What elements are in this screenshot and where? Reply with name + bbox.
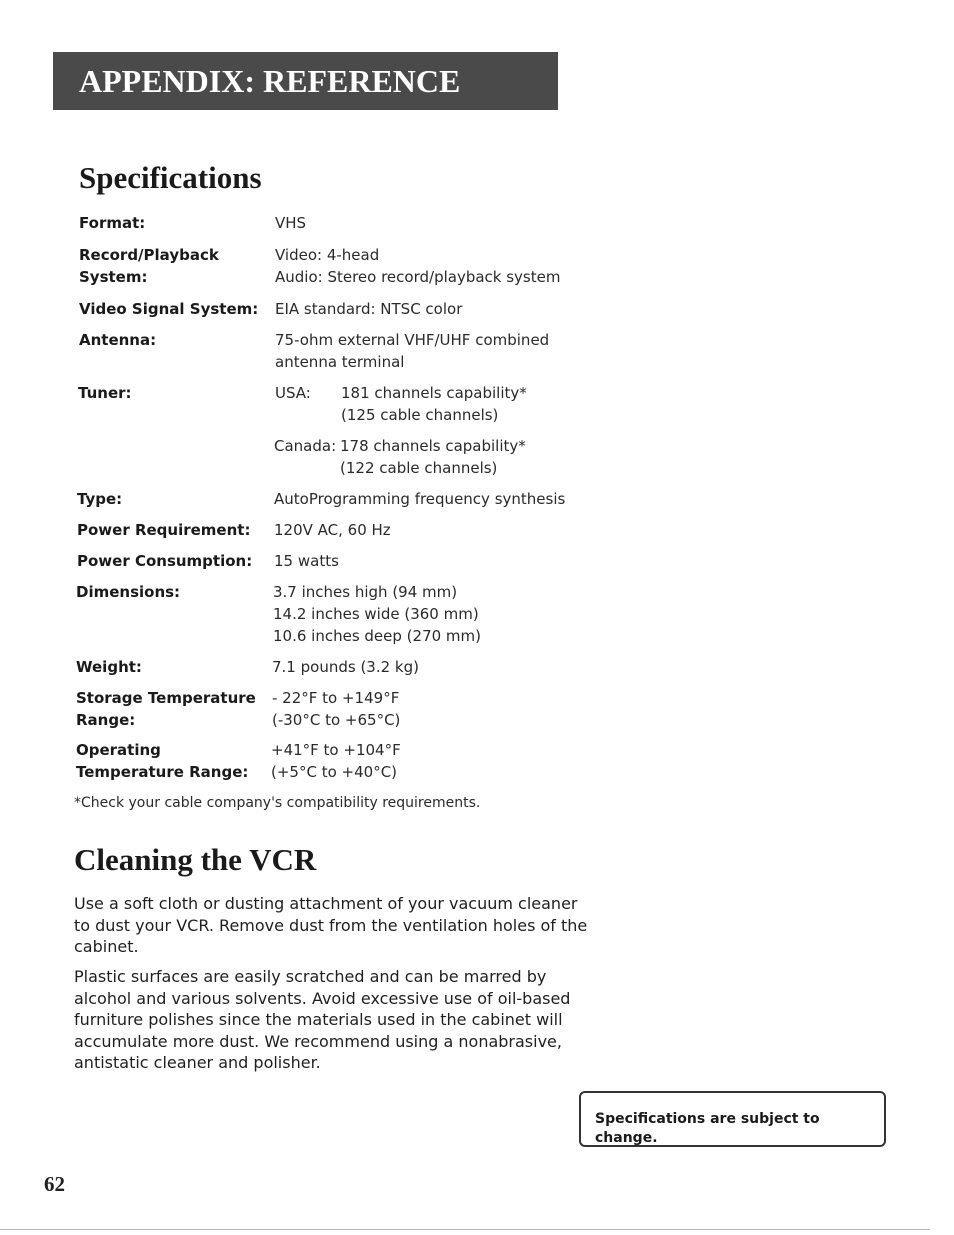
spec-value-line: (+5°C to +40°C) [271, 763, 398, 781]
spec-label-format: Format: [79, 214, 146, 232]
spec-label-record-playback: Record/Playback System: [79, 246, 219, 286]
spec-value-dimensions [273, 581, 481, 647]
spec-value-line: 75-ohm external VHF/UHF combined [275, 331, 550, 349]
tuner-canada-key: Canada: [274, 437, 337, 455]
spec-value-antenna [275, 329, 549, 373]
spec-value-line: AutoProgramming frequency synthesis [274, 490, 566, 508]
spec-value-line: 10.6 inches deep (270 mm) [273, 627, 482, 645]
spec-value-line: 120V AC, 60 Hz [274, 521, 391, 539]
spec-value-line: 178 channels capability* [340, 437, 526, 455]
spec-value-record-playback [275, 244, 560, 288]
spec-value-operating-temperature [271, 739, 401, 783]
spec-value-type [274, 488, 565, 510]
spec-value-line: (-30°C to +65°C) [272, 711, 401, 729]
spec-value-line: - 22°F to +149°F [272, 689, 400, 707]
spec-value-line: EIA standard: NTSC color [275, 300, 463, 318]
spec-value-line: 181 channels capability* [341, 384, 527, 402]
page-number: 62 [44, 1172, 65, 1196]
spec-label-storage-temperature: Storage Temperature Range: [76, 689, 256, 729]
spec-value-weight [272, 656, 419, 678]
spec-value-line: 15 watts [274, 552, 339, 570]
bottom-rule [0, 1229, 930, 1230]
spec-value-line: (125 cable channels) [341, 406, 499, 424]
appendix-title: APPENDIX: REFERENCE [79, 63, 461, 99]
spec-label-operating-temperature: Operating Temperature Range: [76, 741, 249, 781]
spec-label-dimensions: Dimensions: [76, 583, 181, 601]
cleaning-heading: Cleaning the VCR [74, 842, 317, 877]
spec-value-line: 14.2 inches wide (360 mm) [273, 605, 479, 623]
spec-label-type: Type: [77, 490, 123, 508]
spec-label-power-consumption: Power Consumption: [77, 552, 253, 570]
tuner-usa-key: USA: [275, 384, 311, 402]
cleaning-paragraph-1: Use a soft cloth or dusting attachment of your vacuum cleaner to dust your VCR. Remove dust from the ventilation holes of the cabinet. [74, 894, 588, 957]
spec-value-storage-temperature [272, 687, 400, 731]
notice-text: Specifications are subject to change. [595, 1111, 820, 1146]
spec-label-video-signal: Video Signal System: [79, 300, 259, 318]
spec-label-weight: Weight: [76, 658, 142, 676]
spec-value-line: 7.1 pounds (3.2 kg) [272, 658, 419, 676]
spec-value-line: Audio: Stereo record/playback system [275, 268, 561, 286]
spec-label-tuner: Tuner: [78, 384, 132, 402]
spec-value-power-consumption [274, 550, 339, 572]
cleaning-paragraph-2: Plastic surfaces are easily scratched and can be marred by alcohol and various solvents. Avoid excessive use of oil-based furniture polishes since the materials used in the cabinet will accumulate more dust. We recommend using a nonabrasive, antistatic cleaner and polisher. [74, 967, 571, 1073]
spec-value-format [275, 212, 306, 234]
spec-value-line: (122 cable channels) [340, 459, 498, 477]
spec-label-power-requirement: Power Requirement: [77, 521, 251, 539]
spec-label-antenna: Antenna: [79, 331, 157, 349]
specifications-notice-box [579, 1091, 886, 1147]
spec-value-tuner-canada [274, 435, 526, 479]
spec-value-video-signal [275, 298, 462, 320]
spec-value-line: VHS [275, 214, 307, 232]
spec-value-tuner-usa [275, 382, 527, 426]
spec-value-line: 3.7 inches high (94 mm) [273, 583, 458, 601]
appendix-header-bar [53, 52, 558, 110]
spec-value-power-requirement [274, 519, 391, 541]
specifications-heading: Specifications [79, 160, 262, 195]
spec-value-line: +41°F to +104°F [271, 741, 401, 759]
spec-value-line: antenna terminal [275, 353, 405, 371]
spec-value-line: Video: 4-head [275, 246, 380, 264]
compatibility-footnote: *Check your cable company's compatibility requirements. [74, 795, 481, 811]
